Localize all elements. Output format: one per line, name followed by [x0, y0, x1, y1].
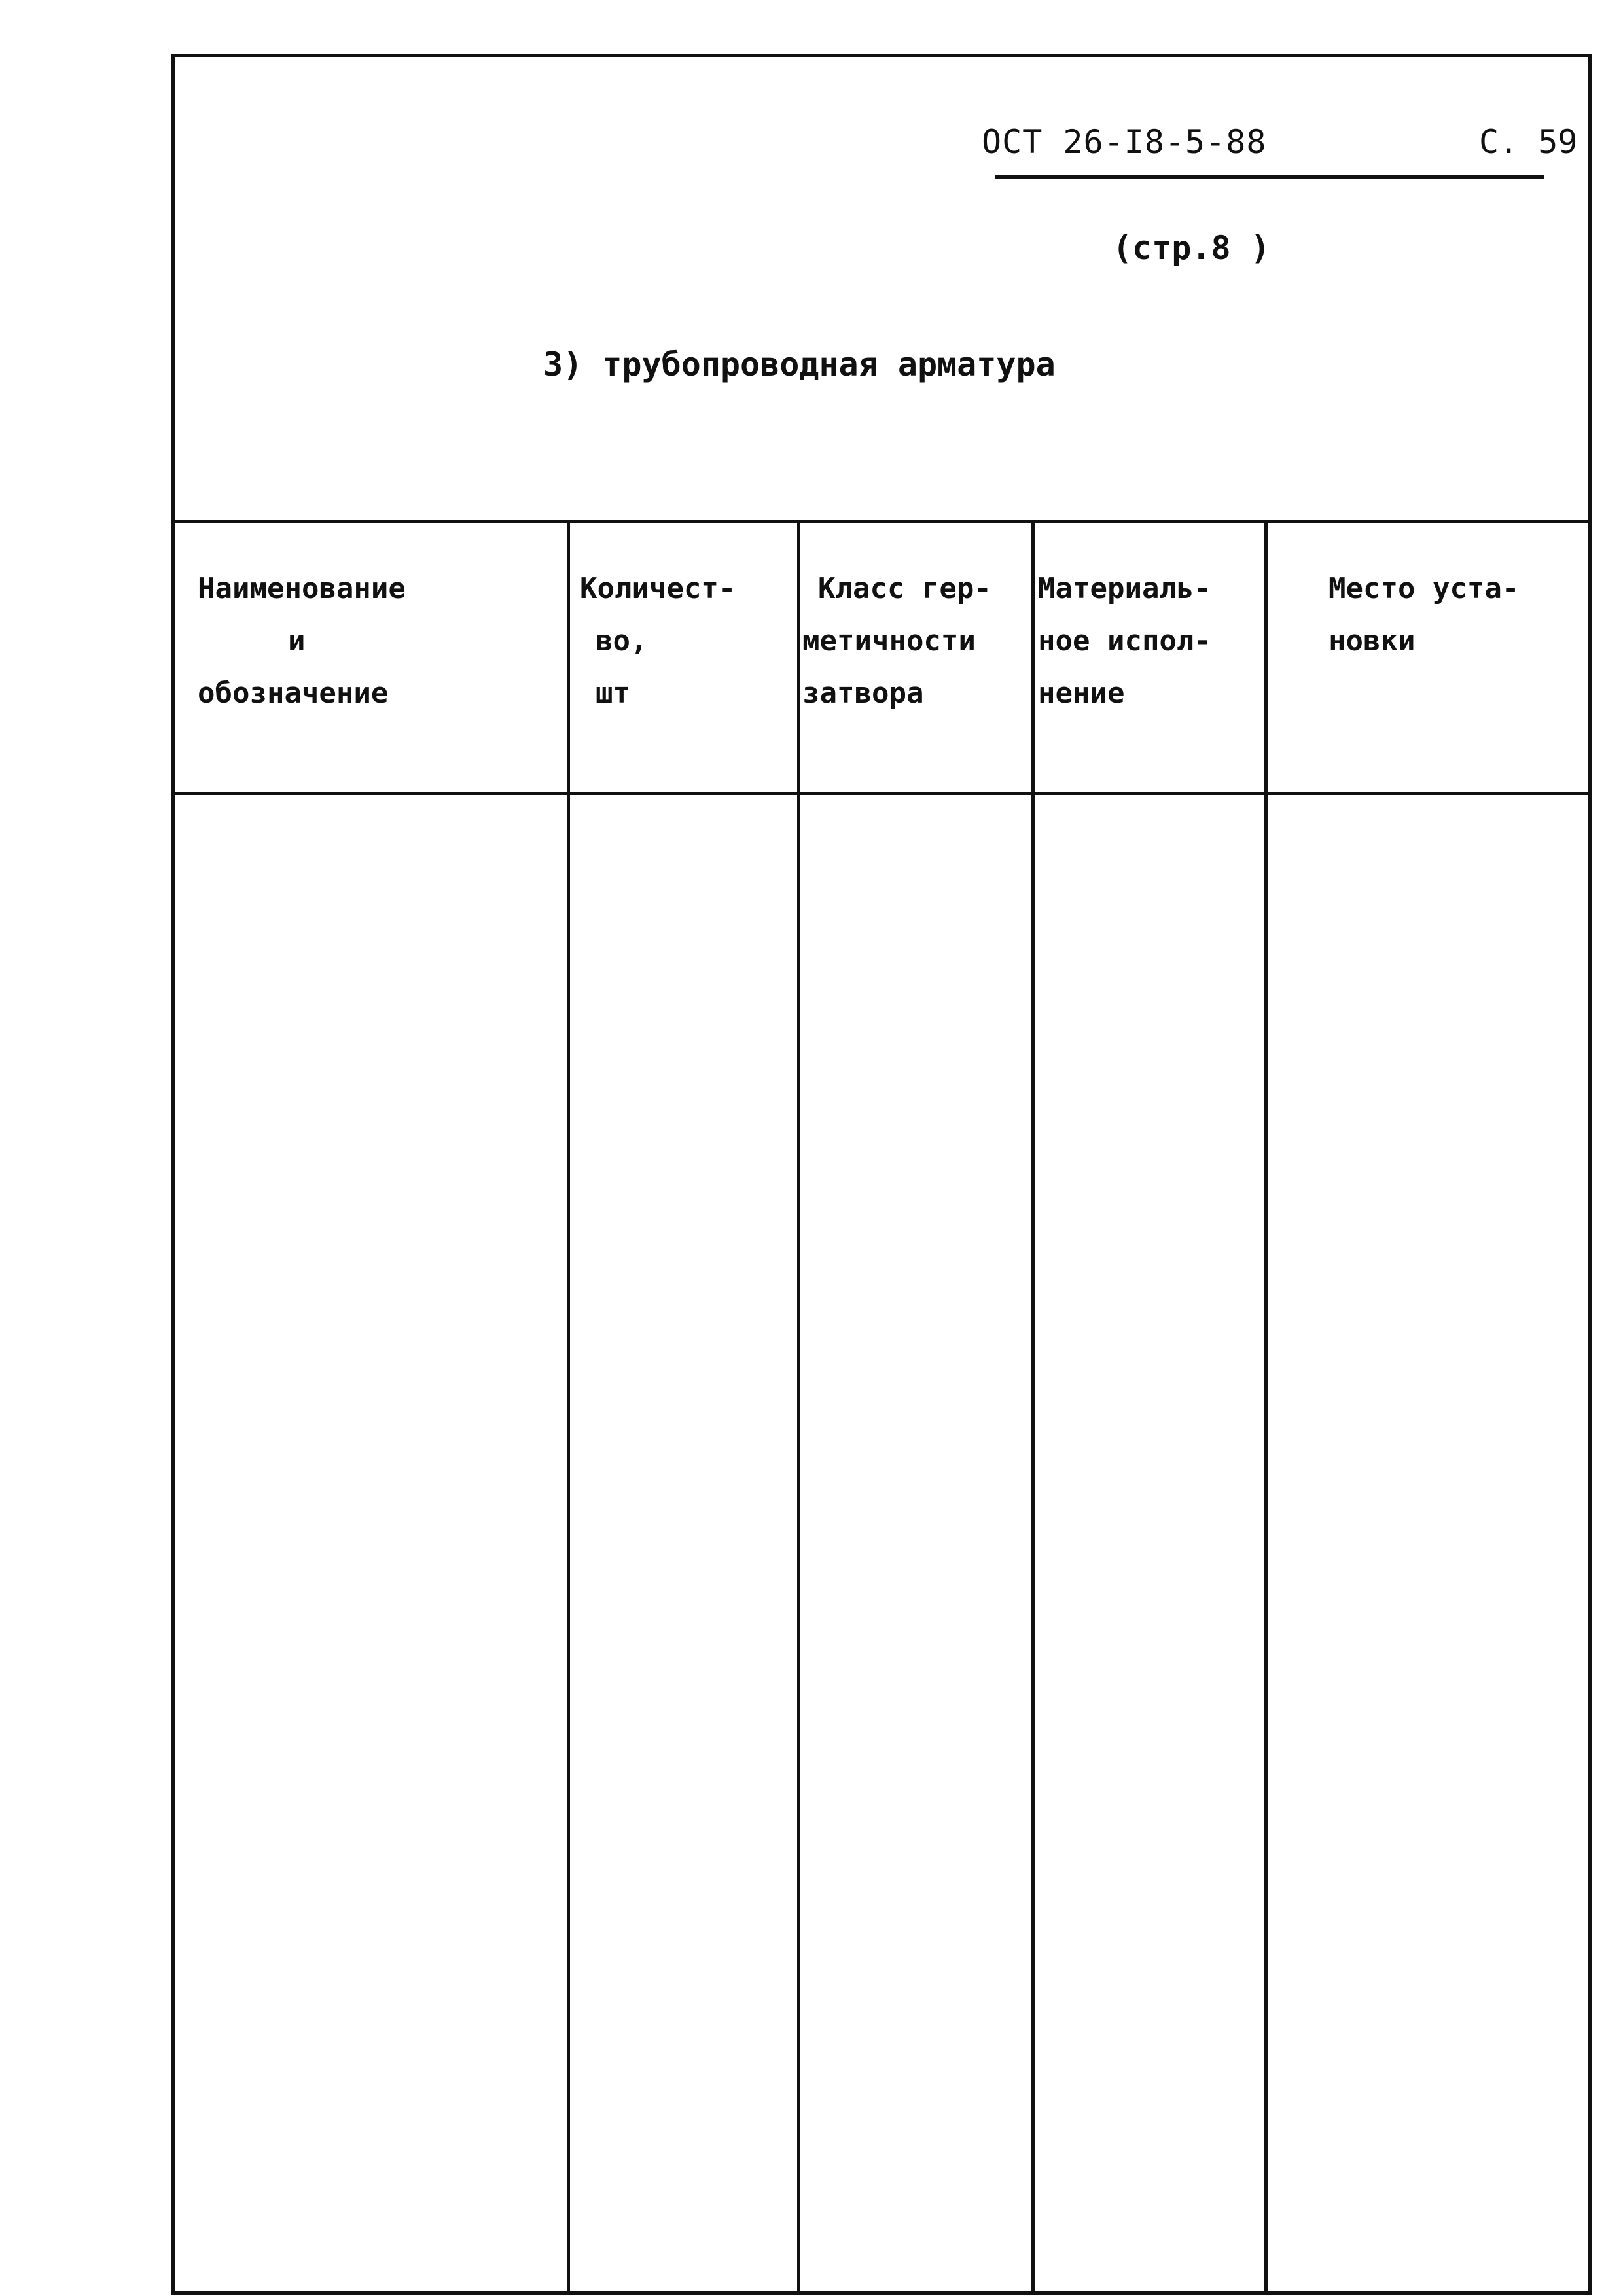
column-divider-4 [1264, 520, 1268, 2295]
column-divider-1 [567, 520, 570, 2295]
column-header-line: Место уста- [1329, 572, 1520, 605]
column-header-quantity [580, 563, 736, 720]
column-header-material [1038, 563, 1211, 720]
column-divider-2 [797, 520, 800, 2295]
column-header-name [198, 563, 406, 720]
column-header-location [1329, 563, 1519, 667]
page-frame [171, 54, 1592, 2295]
table-top-border [171, 520, 1592, 523]
column-header-line: нение [1038, 677, 1125, 710]
column-header-line: Класс гер- [818, 572, 991, 605]
document-code-underline [995, 175, 1544, 179]
column-header-line: обозначение [198, 677, 389, 710]
column-header-line: Наименование [198, 572, 406, 605]
column-header-line: шт [596, 677, 630, 710]
document-code: ОСТ 26-I8-5-88 [982, 123, 1267, 161]
column-header-line: затвора [802, 677, 924, 710]
column-header-line: ное испол- [1038, 624, 1211, 658]
sheet-reference: (стр.8 ) [1113, 229, 1270, 267]
column-header-line: метичности [802, 624, 976, 658]
column-divider-3 [1031, 520, 1035, 2295]
column-header-tightness-class [802, 563, 991, 720]
column-header-line: и [288, 624, 306, 658]
column-header-line: Материаль- [1038, 572, 1211, 605]
page-number: С. 59 [1479, 123, 1578, 161]
column-header-line: новки [1329, 624, 1416, 658]
column-header-line: во, [596, 624, 648, 658]
section-title: 3) трубопроводная арматура [543, 345, 1056, 383]
table-header-divider [171, 792, 1592, 795]
column-header-line: Количест- [580, 572, 736, 605]
